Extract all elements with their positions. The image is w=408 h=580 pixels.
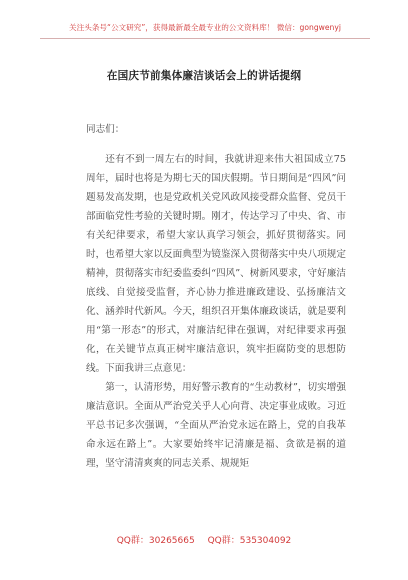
- paragraph-2: 第一，认清形势，用好警示教育的“生动教材”，切实增强廉洁意识。全面从严治党关乎人心向背、决定事业成败。习近平总书记多次强调，“全面从严治党永远在路上，党的自我革命永远在路上”。大家要始终牢记清廉是福、贪欲是祸的道理，坚守清清爽爽的同志关系、规规矩: [86, 382, 346, 469]
- footer-qq-groups: [0, 533, 408, 546]
- footer-qq-group-2: QQ群：535304092: [207, 536, 292, 546]
- paragraph-1: 还有不到一周左右的时间，我就讲迎来伟大祖国成立75周年，届时也将是为期七天的国庆假期。节日期间是“四风”问题易发高发期，也是党政机关党风政风接受群众监督、党员干部面临党性考验的关键时期。刚才，传达学习了中央、省、市有关纪律要求，希望大家认真学习领会，抓好贯彻落实。同时，也希望大家以反面典型为镜鉴深入贯彻落实中央八项规定精神，贯彻落实市纪委监委纠“四风”、树新风要求，守好廉洁底线、自觉接受监督，齐心协力推进廉政建设、弘扬廉洁文化、涵养时代新风。今天，组织召开集体廉政谈话，就是要利用“第一形态”的形式，对廉洁纪律在强调，对纪律要求再强化，在关键节点真正树牢廉洁意识，筑牢拒腐防变的思想防线。下面我讲三点意见：: [86, 154, 346, 374]
- document-title: 在国庆节前集体廉洁谈话会上的讲话提纲: [106, 70, 302, 82]
- document-body: [86, 120, 346, 473]
- footer-qq-group-1: QQ群：30265665: [116, 536, 195, 546]
- header-promo-text: 关注头条号“公文研究”，获得最新最全最专业的公文资料库！ 微信：gongwenyj: [69, 23, 341, 32]
- header-divider: [40, 38, 370, 39]
- salutation: 同志们：: [86, 124, 125, 135]
